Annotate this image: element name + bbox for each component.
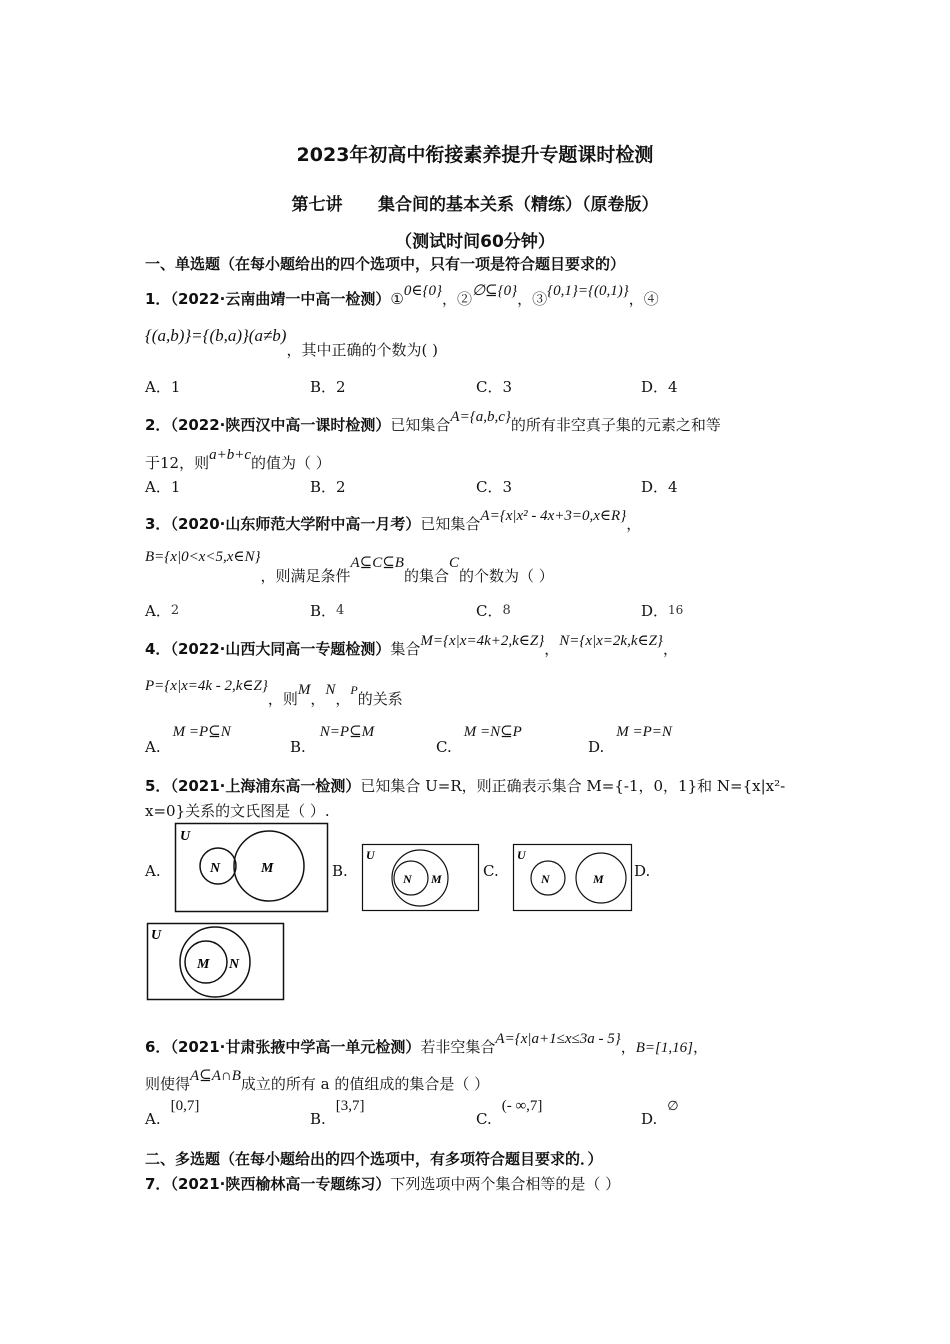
question-2-line-1 [145,409,721,435]
q2-option-b[interactable]: B．2 [310,478,346,496]
question-1-line-2 [145,325,438,359]
q6-set-b: B=[1,16] [635,1040,693,1056]
q1-option-c[interactable]: C．3 [476,378,513,396]
venn-d-m-label: M [197,957,210,972]
q4-set-m: M={x|x=4k+2,k∈Z} [420,633,545,649]
q4-option-d-label: D. [588,738,605,756]
question-7-line-1 [145,1173,620,1194]
q1-circled-4: ，④ [628,290,659,308]
question-6-line-1 [145,1031,708,1057]
q4-m: M [297,682,311,698]
q1-option-d[interactable]: D．4 [641,378,678,396]
lecture-number: 第七讲 [291,195,343,215]
q6-end: ， [692,1038,708,1056]
q6-comma: ， [620,1038,636,1056]
q2-post: 的所有非空真子集的元素之和等 [510,416,721,434]
q3-option-a-value: 2 [170,603,180,618]
q1-option-a[interactable]: A．1 [145,378,181,396]
q3-option-d-value: 16 [668,603,684,617]
q2-pre: 已知集合 [390,416,451,434]
q2-prompt: 的值为（ ） [251,454,331,472]
q6-option-b-label: B. [310,1110,326,1128]
venn-d-universe-box [148,924,284,1000]
q6-option-b-expr: [3,7] [335,1098,365,1114]
q6-option-c-expr: (- ∞,7] [501,1098,543,1114]
venn-b-m-label: M [431,872,442,886]
q4-set-p: P={x|x=4k - 2,k∈Z} [145,678,268,694]
q4-source: （2022·山西大同高一专题检测） [170,640,391,658]
q1-circled-3: ，③ [517,290,548,308]
q3-option-b-label: B． [310,602,337,620]
venn-b-n-label: N [403,872,412,886]
venn-c-u-label: U [517,848,526,862]
q4-number: 4． [145,640,171,658]
q3-prompt: 的个数为（ ） [459,567,554,585]
q6-option-d-expr: ∅ [667,1098,679,1113]
venn-a-m-label: M [261,861,274,876]
q3-option-b[interactable] [310,600,344,621]
q3-option-c-label: C． [476,602,503,620]
q5-text-1: 已知集合 U=R，则正确表示集合 M={-1，0，1}和 N={x|x²- [360,777,786,795]
venn-a-u-label: U [180,829,191,844]
q6-option-c-label: C. [476,1110,492,1128]
q1-number: 1． [145,290,171,308]
q6-option-d[interactable] [641,1096,679,1128]
q6-prompt: 成立的所有 a 的值组成的集合是（ ） [240,1075,490,1093]
q4-option-d-expr: M =P=N [616,724,672,740]
venn-diagram-b[interactable] [361,843,481,913]
venn-diagram-c[interactable] [512,843,634,913]
question-5-line-1 [145,775,785,796]
q7-source: （2021·陕西榆林高一专题练习） [170,1175,391,1193]
q3-mid2: 的集合 [403,567,449,585]
venn-c-m-label: M [593,872,604,886]
q5-text-2: x=0}关系的文氏图是（ ）. [145,802,330,820]
q4-option-a-expr: M =P⊆N [172,724,231,740]
q6-option-c[interactable] [476,1096,543,1128]
q4-option-b-expr: N=P⊆M [319,724,375,740]
q5-source: （2021·上海浦东高一检测） [170,777,361,795]
q2-option-d[interactable]: D．4 [641,478,678,496]
q1-option-b[interactable]: B．2 [310,378,346,396]
venn-c-n-label: N [541,872,550,886]
q3-pre: 已知集合 [420,515,481,533]
q3-option-a-label: A． [145,602,171,620]
q3-set-c: C [448,555,459,571]
section-multiple-choice-heading: 二、多选题（在每小题给出的四个选项中，有多项符合题目要求的．） [145,1150,603,1168]
q1-source: （2022·云南曲靖一中高一检测） [170,290,391,308]
q1-stmt-2: ∅⊆{0} [471,283,518,299]
q3-option-d-label: D． [641,602,669,620]
lecture-title: 集合间的基本关系（精练）（原卷版） [378,195,659,215]
q3-source: （2020·山东师范大学附中高一月考） [170,515,421,533]
q2-number: 2． [145,416,171,434]
q2-set-a: A={a,b,c} [450,409,511,425]
venn-a-n-label: N [210,861,221,876]
q4-sep-1: ， [310,690,326,708]
q4-comma-2: ， [662,640,678,658]
q3-number: 3． [145,515,171,533]
question-4-line-2 [145,678,403,708]
q6-set-a: A={x|a+1≤x≤3a - 5} [495,1031,621,1047]
q6-line2-pre: 则使得 [145,1075,191,1093]
venn-diagram-d[interactable] [146,922,286,1002]
q1-stmt-3: {0,1}={(0,1)} [547,283,629,299]
page-title: 2023年初高中衔接素养提升专题课时检测 [296,144,654,166]
question-4-line-1 [145,633,678,659]
q7-text: 下列选项中两个集合相等的是（ ） [390,1175,621,1193]
q6-number: 6． [145,1038,171,1056]
q4-p: P [350,683,358,697]
q3-option-c-value: 8 [502,603,511,618]
section-single-choice-heading: 一、单选题（在每小题给出的四个选项中，只有一项是符合题目要求的） [145,255,626,273]
q4-set-n: N={x|x=2k,k∈Z} [559,633,663,649]
q5-number: 5． [145,777,171,795]
q4-prompt: 的关系 [357,690,403,708]
q4-n: N [325,682,336,698]
venn-b-universe-box [363,845,479,911]
q6-option-d-label: D. [641,1110,658,1128]
q6-option-b[interactable] [310,1096,365,1128]
time-note: （测试时间60分钟） [395,232,555,252]
venn-d-n-label: N [229,957,240,972]
q3-set-a: A={x|x² - 4x+3=0,x∈R} [480,508,627,524]
question-3-line-1 [145,508,642,534]
q4-option-d[interactable] [588,722,672,756]
question-2-line-2 [145,447,331,473]
q4-option-b[interactable] [290,722,375,756]
q1-circled-1: ① [390,290,404,308]
q3-comma: ， [626,515,642,533]
q6-option-a[interactable] [145,1096,200,1128]
question-1-line-1 [145,283,659,309]
q3-option-b-value: 4 [336,603,345,618]
q1-prompt: ，其中正确的个数为( ) [286,341,438,359]
q2-source: （2022·陕西汉中高一课时检测） [170,416,391,434]
q4-sep-2: ， [335,690,351,708]
q3-mid: ，则满足条件 [260,567,351,585]
q7-number: 7． [145,1175,171,1193]
q4-option-c[interactable] [436,722,522,756]
q3-set-b: B={x|0<x<5,x∈N} [145,549,261,565]
q6-pre: 若非空集合 [420,1038,496,1056]
q3-option-a[interactable] [145,600,179,621]
lecture-subtitle [0,190,950,215]
q3-option-d[interactable] [641,600,683,621]
q5-option-b-label[interactable]: B. [332,862,348,880]
q3-option-c[interactable] [476,600,511,621]
q2-option-c[interactable]: C．3 [476,478,513,496]
q4-option-b-label: B. [290,738,306,756]
q2-line2-pre: 于12，则 [145,454,210,472]
q5-option-a-label[interactable]: A. [145,862,161,880]
question-3-line-2 [145,549,554,585]
q4-option-a[interactable] [145,722,231,756]
venn-d-u-label: U [151,928,162,943]
q1-circled-2: ，② [441,290,472,308]
q4-option-a-label: A. [145,738,161,756]
q4-option-c-label: C. [436,738,452,756]
q4-comma-1: ， [544,640,560,658]
q4-then: ，则 [267,690,298,708]
q3-condition: A⊆C⊆B [350,555,404,571]
q6-option-a-label: A. [145,1110,161,1128]
q1-stmt-4: {(a,b)}={(b,a)}(a≠b) [145,326,287,345]
q1-stmt-1: 0∈{0} [403,283,442,299]
question-6-line-2 [145,1068,490,1094]
q6-option-a-expr: [0,7] [170,1098,200,1114]
q4-pre: 集合 [390,640,421,658]
q2-expr: a+b+c [209,447,251,463]
q4-option-c-expr: M =N⊆P [463,724,522,740]
q6-source: （2021·甘肃张掖中学高一单元检测） [170,1038,421,1056]
venn-diagram-a[interactable] [174,822,330,914]
venn-b-u-label: U [366,848,375,862]
q5-option-d-label[interactable]: D. [634,862,651,880]
q5-option-c-label[interactable]: C. [483,862,499,880]
q6-condition: A⊆A∩B [190,1068,241,1084]
venn-d-circle-n [180,927,250,997]
q2-option-a[interactable]: A．1 [145,478,181,496]
